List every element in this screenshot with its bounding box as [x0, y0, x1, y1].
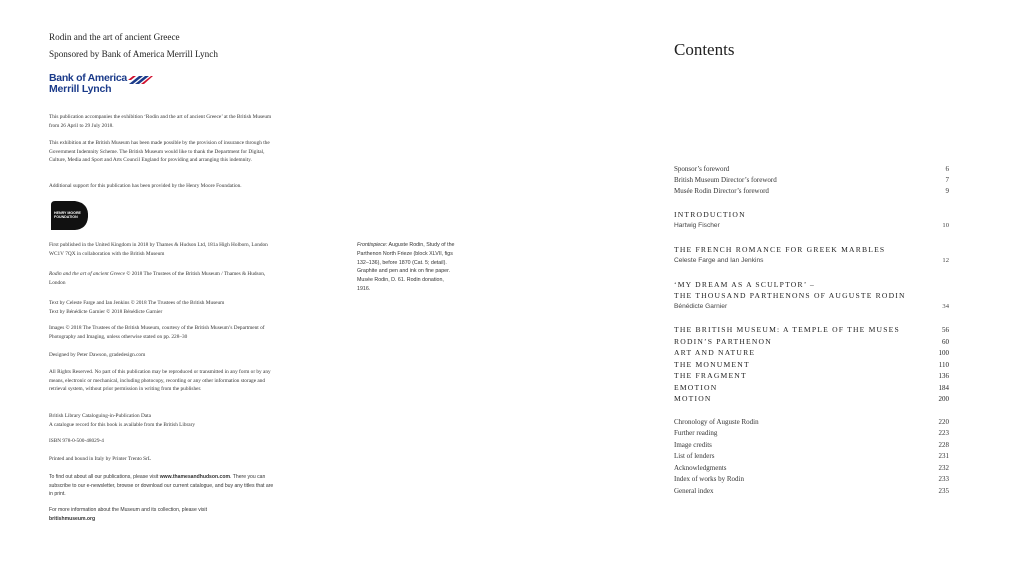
- henry-moore-foundation-logo: [49, 199, 90, 232]
- toc-chapter-page: 56: [942, 326, 949, 334]
- contents-title: Contents: [674, 40, 735, 59]
- toc-chapter-page: 110: [938, 361, 949, 369]
- toc-chapter-title: MOTION: [674, 394, 712, 403]
- toc-section-author-row: [674, 222, 949, 229]
- exhibition-note: This publication accompanies the exhibition ‘Rodin and the art of ancient Greece’ at the British Museum from 26 April to 29 July 2018.: [49, 114, 272, 129]
- toc-entry-page: 233: [938, 475, 949, 483]
- toc-chapter-page: 184: [938, 384, 949, 392]
- toc-entry-title: Acknowledgments: [674, 464, 727, 472]
- toc-entry[interactable]: [674, 176, 949, 184]
- toc-chapter-title: EMOTION: [674, 383, 718, 392]
- museum-info-note: [49, 506, 277, 523]
- toc-entry[interactable]: [674, 464, 949, 472]
- toc-chapter-page: 136: [938, 372, 949, 380]
- isbn: ISBN 978-0-500-48029-4: [49, 438, 104, 444]
- designer-note: Designed by Peter Dawson, gradedesign.com: [49, 352, 146, 358]
- toc-chapter[interactable]: [674, 383, 949, 392]
- logo-line1: Bank of America: [49, 72, 127, 84]
- cip-line1: British Library Cataloguing-in-Publication Data: [49, 413, 151, 419]
- toc-entry-title: Image credits: [674, 441, 712, 449]
- toc-chapter[interactable]: [674, 360, 949, 369]
- toc-entry-page: 223: [938, 429, 949, 437]
- toc-section-title[interactable]: INTRODUCTION: [674, 210, 746, 219]
- toc-section-author-row: [674, 303, 949, 310]
- toc-section-title[interactable]: ‘MY DREAM AS A SCULPTOR’ –: [674, 280, 815, 289]
- publications-text-post: . There you can subscribe to our e-newsletter, browse or download our current catalogue, and buy any titles that are in print.: [49, 474, 274, 497]
- toc-entry[interactable]: [674, 441, 949, 449]
- hm-line2: FOUNDATION: [54, 215, 78, 220]
- toc-chapter-page: 100: [938, 349, 949, 357]
- toc-chapter[interactable]: [674, 325, 949, 334]
- toc-entry-title: Further reading: [674, 429, 718, 437]
- toc-entry-page: 232: [938, 464, 949, 472]
- thames-hudson-link[interactable]: www.thamesandhudson.com: [159, 474, 231, 480]
- toc-section-author-row: [674, 257, 949, 264]
- toc-chapter[interactable]: [674, 371, 949, 380]
- copyright-note: [49, 270, 277, 287]
- sponsor-line: Sponsored by Bank of America Merrill Lynch: [49, 49, 218, 59]
- toc-chapter-title: RODIN’S PARTHENON: [674, 337, 772, 346]
- copyright-title: Rodin and the art of ancient Greece: [49, 271, 126, 277]
- image-credits-note: Images © 2018 The Trustees of the British Museum, courtesy of the British Museum’s Department of Photography and Imaging, unless otherwise stated on pp. 228–30: [49, 325, 265, 340]
- frontispiece-text: Auguste Rodin, Study of the Parthenon North Frieze (block XLVII, figs 132–136), before 1870 (Cat. 5; detail). Graphite and pen and ink on fine paper. Musée Rodin, D. 61. Rodin donation, 1916.: [357, 242, 455, 292]
- toc-entry-title: General index: [674, 487, 714, 495]
- text-credit-1: Text by Celeste Farge and Ian Jenkins © 2018 The Trustees of the British Museum: [49, 300, 225, 306]
- toc-entry-page: 231: [938, 452, 949, 460]
- text-credit-2: Text by Bénédicte Garnier © 2018 Bénédicte Garnier: [49, 308, 163, 315]
- support-note: Additional support for this publication has been provided by the Henry Moore Foundation.: [49, 183, 242, 189]
- hm-line1: HENRY MOORE: [54, 211, 81, 215]
- text-credits: [49, 299, 277, 316]
- toc-entry-title: Sponsor’s foreword: [674, 165, 730, 173]
- toc-entry[interactable]: [674, 452, 949, 460]
- museum-info-text: For more information about the Museum and its collection, please visit: [49, 507, 207, 513]
- toc-entry-page: 9: [945, 187, 949, 195]
- toc-section-title[interactable]: THE FRENCH ROMANCE FOR GREEK MARBLES: [674, 245, 886, 254]
- toc-entry-page: 6: [945, 165, 949, 173]
- toc-section-page: 10: [942, 222, 949, 229]
- rights-note: All Rights Reserved. No part of this publication may be reproduced or transmitted in any form or by any means, electronic or mechanical, including photocopy, recording or any other information storage and retrieval system, without prior permission in writing from the publisher.: [49, 369, 271, 392]
- toc-chapter[interactable]: [674, 348, 949, 357]
- toc-section-author: Bénédicte Garnier: [674, 303, 728, 310]
- toc-chapter-title: THE FRAGMENT: [674, 371, 747, 380]
- toc-entry-page: 228: [938, 441, 949, 449]
- toc-section-title-cont[interactable]: THE THOUSAND PARTHENONS OF AUGUSTE RODIN: [674, 291, 906, 300]
- publications-text-pre: To find out about all our publications, please visit: [49, 474, 160, 480]
- toc-section-author: Celeste Farge and Ian Jenkins: [674, 257, 764, 264]
- publications-note: [49, 473, 277, 499]
- frontispiece-label: Frontispiece:: [357, 242, 388, 248]
- toc-section-author: Hartwig Fischer: [674, 222, 720, 229]
- toc-entry-page: 235: [938, 487, 949, 495]
- cip-line2: A catalogue record for this book is available from the British Library: [49, 421, 196, 428]
- toc-entry[interactable]: [674, 418, 949, 426]
- british-museum-link[interactable]: britishmuseum.org: [49, 515, 96, 522]
- toc-entry-page: 220: [938, 418, 949, 426]
- copyright-text: © 2018 The Trustees of the British Museum / Thames & Hudson, London: [49, 271, 266, 286]
- toc-chapter-page: 200: [938, 395, 949, 403]
- cip-note: [49, 412, 277, 429]
- toc-chapter-title: ART AND NATURE: [674, 348, 756, 357]
- publisher-note: First published in the United Kingdom in 2018 by Thames & Hudson Ltd, 181a High Holborn, London WC1V 7QX in collaboration with the British Museum: [49, 242, 268, 257]
- bank-of-america-flag-icon: [127, 74, 153, 86]
- bank-of-america-logo: [49, 73, 159, 99]
- toc-chapter-page: 60: [942, 338, 949, 346]
- toc-entry-page: 7: [945, 176, 949, 184]
- indemnity-note: This exhibition at the British Museum has been made possible by the provision of insurance through the Government Indemnity Scheme. The British Museum would like to thank the Department for Digital, Culture, Media and Sport and Arts Council England for providing and arranging this indemnity.: [49, 140, 270, 163]
- toc-entry[interactable]: [674, 475, 949, 483]
- book-title: Rodin and the art of ancient Greece: [49, 32, 180, 42]
- toc-chapter-title: THE BRITISH MUSEUM: A TEMPLE OF THE MUSES: [674, 325, 900, 334]
- toc-entry-title: British Museum Director’s foreword: [674, 176, 777, 184]
- toc-entry-title: Chronology of Auguste Rodin: [674, 418, 759, 426]
- toc-chapter-title: THE MONUMENT: [674, 360, 750, 369]
- toc-chapter[interactable]: [674, 337, 949, 346]
- toc-entry[interactable]: [674, 429, 949, 437]
- printed-note: Printed and bound in Italy by Printer Trento SrL: [49, 456, 152, 462]
- toc-chapter[interactable]: [674, 394, 949, 403]
- toc-section-page: 12: [942, 257, 949, 264]
- frontispiece-caption: [357, 241, 457, 294]
- toc-entry-title: Index of works by Rodin: [674, 475, 744, 483]
- toc-entry-title: List of lenders: [674, 452, 715, 460]
- logo-line2: Merrill Lynch: [49, 83, 112, 95]
- toc-entry[interactable]: [674, 165, 949, 173]
- toc-entry[interactable]: [674, 487, 949, 495]
- toc-entry[interactable]: [674, 187, 949, 195]
- toc-entry-title: Musée Rodin Director’s foreword: [674, 187, 769, 195]
- toc-section-page: 34: [942, 303, 949, 310]
